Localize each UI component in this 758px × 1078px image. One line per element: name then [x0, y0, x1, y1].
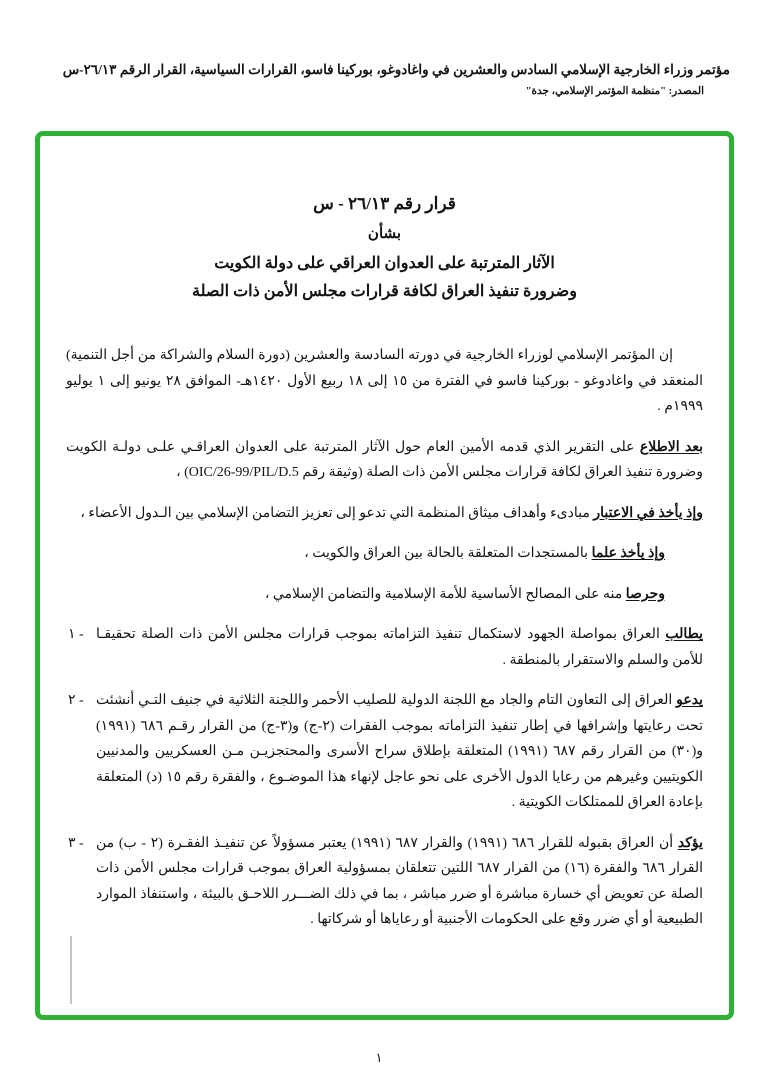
preamble-lead-2: بعد الاطلاع: [639, 439, 703, 455]
resolution-title-block: [66, 194, 703, 301]
resolution-frame: [35, 131, 734, 1020]
item-1-paragraph: [96, 622, 703, 673]
preamble-text-5: منه على المصالح الأساسية للأمة الإسلامية والتضامن الإسلامي ،: [264, 586, 626, 602]
header-source: المصدر: "منظمة المؤتمر الإسلامي، جدة": [525, 86, 704, 97]
resolution-title-line2: وضرورة تنفيذ العراق لكافة قرارات مجلس الأمن ذات الصلة: [192, 283, 577, 300]
item-3-lead: يؤكد: [677, 835, 704, 851]
preamble-lead-4: وإذ يأخذ علما: [591, 546, 665, 561]
item-2-paragraph: [96, 688, 703, 816]
item-1-text: العراق بمواصلة الجهود لاستكمال تنفيذ التزاماته بموجب قرارات مجلس الأمن ذات الصلة تحقيقـا للأمن والسلم والاستقرار بالمنطقة .: [96, 627, 703, 668]
preamble-paragraph-3: [66, 501, 703, 527]
item-3-number: ٣ -: [68, 835, 84, 851]
resolution-items: [66, 622, 703, 933]
page-number: ١: [375, 1050, 383, 1065]
preamble-paragraph-1: [66, 343, 703, 420]
preamble-paragraph-2: [66, 435, 703, 486]
scan-artifact: [70, 936, 72, 1004]
resolution-number: قرار رقم ٢٦/١٣ - س: [313, 194, 456, 213]
item-2-text: العراق إلى التعاون التام والجاد مع اللجنة الدولية للصليب الأحمر واللجنة الثلاثية في جنيف التـي أنشئت تحت رعايتها وإشرافها في إطار تنفيذ التزاماته بموجب الفقرات (٢-ج) و(٣-ج) من القرار رقـم ٦٨٦ (١٩٩١) و(٣٠) من القرار رقم ٦٨٧ (١٩٩١) المتعلقة بإطلاق سراح الأسرى والمحتجزيـن مـن العسكريين والمدنيين الكويتيين وغيرهم من رعايا الدول الأخرى على نحو عاجل لإنهاء هذا الموضـوع ، والفقرة رقم ١٥ (د) المتعلقة بإعادة العراق للممتلكات الكويتية .: [96, 693, 703, 810]
resolution-subject-word: بشأن: [367, 226, 402, 242]
resolution-item-3: [66, 831, 703, 933]
preamble-text-2: على التقرير الذي قدمه الأمين العام حول الآثار المترتبة على العدوان العراقـي علـى دولـة الكويت وضرورة تنفيذ العراق لكافة قرارات مجلس الأمن ذات الصلة (وثيقة رقم OIC/26-99/PIL/D.5) ،: [66, 439, 703, 480]
preamble-text-1: إن المؤتمر الإسلامي لوزراء الخارجية في دورته السادسة والعشرين (دورة السلام والشراكة من أجل التنمية) المنعقد في واغادوغو - بوركينا فاسو في الفترة من ١٥ إلى ١٨ ربيع الأول ١٤٢٠هـ- الموافق ٢٨ يونيو إلى ١ يوليو ١٩٩٩م .: [66, 348, 704, 414]
resolution-item-2: [66, 688, 703, 816]
preamble-text-4: بالمستجدات المتعلقة بالحالة بين العراق والكويت ،: [304, 546, 592, 561]
header-citation: مؤتمر وزراء الخارجية الإسلامي السادس والعشرين في واغادوغو، بوركينا فاسو، القرارات السياسية، القرار الرقم ٢٦/١٣-س: [62, 62, 730, 77]
document-header: [28, 62, 730, 97]
preamble-lead-5: وحرصا: [625, 586, 665, 602]
resolution-content: [40, 136, 729, 933]
preamble-text-3: مبادىء وأهداف ميثاق المنظمة التي تدعو إلى تعزيز التضامن الإسلامي بين الـدول الأعضاء ،: [80, 505, 594, 521]
item-1-number: ١ -: [68, 627, 84, 642]
resolution-title-line1: الآثار المترتبة على العدوان العراقي على دولة الكويت: [214, 255, 555, 272]
item-2-lead: يدعو: [676, 693, 703, 708]
resolution-item-1: [66, 622, 703, 673]
preamble-paragraph-5: [66, 582, 703, 608]
preamble-lead-3: وإذ يأخذ في الاعتبار: [593, 505, 703, 521]
item-3-paragraph: [96, 831, 703, 933]
item-2-number: ٢ -: [68, 693, 84, 708]
item-1-lead: يطالب: [665, 627, 703, 642]
item-3-text: أن العراق بقبوله للقرار ٦٨٦ (١٩٩١) والقرار ٦٨٧ (١٩٩١) يعتبر مسؤولاً عن تنفيـذ الفقـرة (٢ - ب) من القرار ٦٨٦ والفقرة (١٦) من القرار ٦٨٧ اللتين تتعلقان بمسؤولية العراق بموجب قرارات مجلس الأمن ذات الصلة عن تعويض أي خسارة مباشرة أو ضرر مباشر ، بما في ذلك الضـــرر اللاحـق بالبيئة ، واستنفاذ الموارد الطبيعية أو أي ضرر وقع على الحكومات الأجنبية أو رعاياها أو شركاتها .: [96, 835, 703, 927]
preamble-paragraph-4: [66, 541, 703, 567]
